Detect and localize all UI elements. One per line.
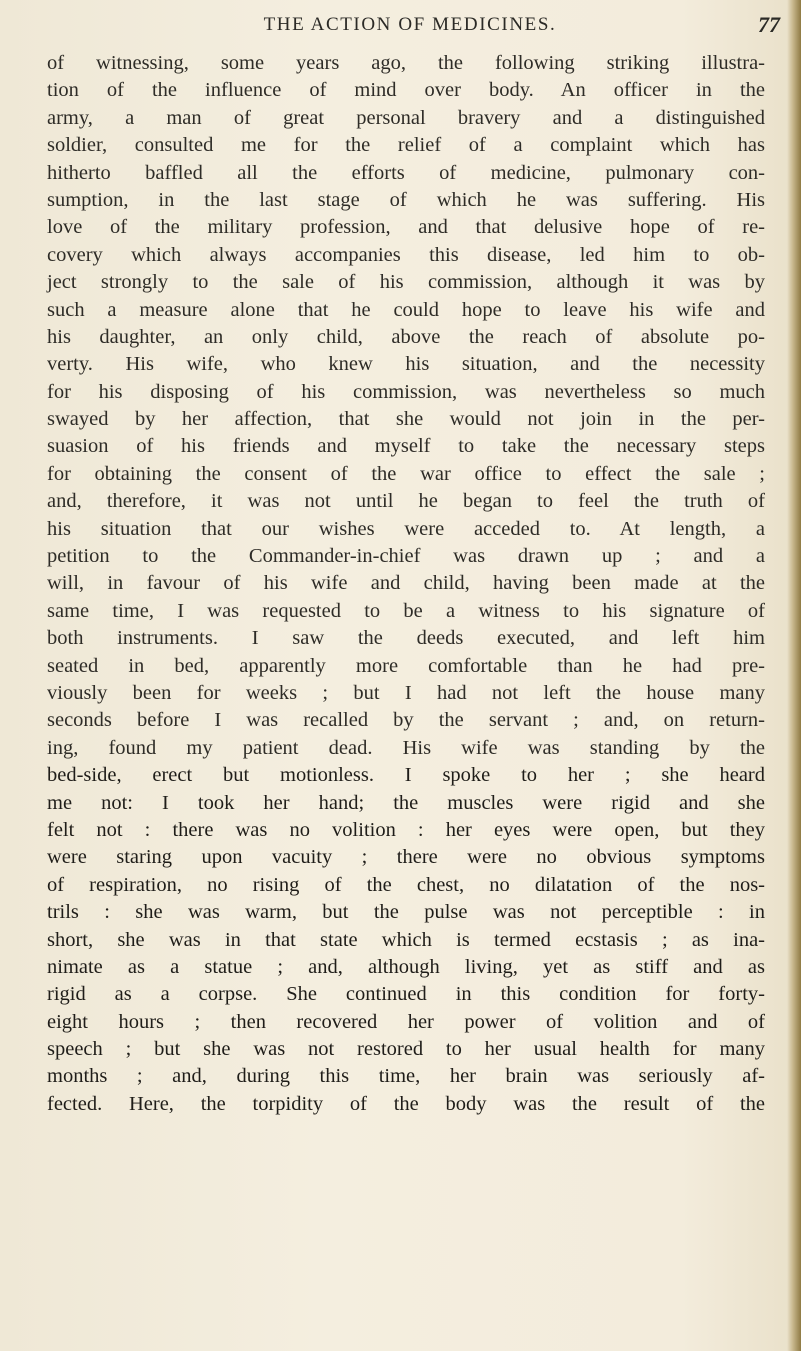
text-line: seconds before I was recalled by the servant ; and, on return-	[47, 709, 765, 732]
text-line: months ; and, during this time, her brain was seriously af-	[47, 1065, 765, 1088]
text-line: tion of the influence of mind over body. An officer in the	[47, 79, 765, 102]
text-line: suasion of his friends and myself to take the necessary steps	[47, 435, 765, 458]
text-line: of witnessing, some years ago, the following striking illustra-	[47, 52, 765, 74]
text-line: his daughter, an only child, above the reach of absolute po-	[47, 325, 765, 348]
text-line: both instruments. I saw the deeds executed, and left him	[47, 627, 765, 650]
text-line: sumption, in the last stage of which he was suffering. His	[47, 188, 765, 211]
text-line: covery which always accompanies this disease, led him to ob-	[47, 243, 765, 266]
text-line: hitherto baffled all the efforts of medicine, pulmonary con-	[47, 161, 765, 184]
running-head: THE ACTION OF MEDICINES.	[263, 14, 557, 35]
text-line: felt not : there was no volition : her eyes were open, but they	[47, 818, 765, 841]
text-line: petition to the Commander-in-chief was drawn up ; and a	[47, 545, 765, 568]
text-line: short, she was in that state which is termed ecstasis ; as ina-	[47, 928, 765, 951]
text-line: were staring upon vacuity ; there were no obvious symptoms	[47, 846, 765, 869]
text-line: army, a man of great personal bravery and a distinguished	[47, 106, 765, 129]
text-line: ject strongly to the sale of his commission, although it was by	[47, 271, 765, 294]
text-line: eight hours ; then recovered her power of volition and of	[47, 1010, 765, 1033]
text-line: speech ; but she was not restored to her usual health for many	[47, 1038, 765, 1061]
text-line: seated in bed, apparently more comfortable than he had pre-	[47, 654, 765, 677]
text-line: viously been for weeks ; but I had not left the house many	[47, 681, 765, 704]
text-line: nimate as a statue ; and, although living, yet as stiff and as	[47, 955, 765, 978]
text-line: bed-side, erect but motionless. I spoke to her ; she heard	[47, 764, 765, 787]
text-line: for his disposing of his commission, was nevertheless so much	[47, 380, 765, 403]
text-line: verty. His wife, who knew his situation, and the necessity	[47, 353, 765, 376]
page-header	[40, 12, 780, 42]
text-line: fected. Here, the torpidity of the body was the result of the	[47, 1092, 765, 1115]
text-line: soldier, consulted me for the relief of a complaint which has	[47, 134, 765, 157]
text-line: rigid as a corpse. She continued in this condition for forty-	[47, 983, 765, 1006]
body-text	[47, 50, 765, 1118]
text-line: love of the military profession, and that delusive hope of re-	[47, 216, 765, 239]
text-line: swayed by her affection, that she would not join in the per-	[47, 408, 765, 431]
page-edge-shadow	[787, 0, 801, 1351]
text-line: of respiration, no rising of the chest, no dilatation of the nos-	[47, 873, 765, 896]
text-line: for obtaining the consent of the war office to effect the sale ;	[47, 462, 765, 485]
text-line: his situation that our wishes were acceded to. At length, a	[47, 517, 765, 540]
text-line: ing, found my patient dead. His wife was standing by the	[47, 736, 765, 759]
text-line: and, therefore, it was not until he began to feel the truth of	[47, 490, 765, 513]
page-number: 77	[758, 12, 780, 37]
text-line: will, in favour of his wife and child, having been made at the	[47, 572, 765, 595]
text-line: me not: I took her hand; the muscles were rigid and she	[47, 791, 765, 814]
text-line: same time, I was requested to be a witness to his signature of	[47, 599, 765, 622]
text-line: trils : she was warm, but the pulse was not perceptible : in	[47, 901, 765, 924]
text-line: such a measure alone that he could hope to leave his wife and	[47, 298, 765, 321]
